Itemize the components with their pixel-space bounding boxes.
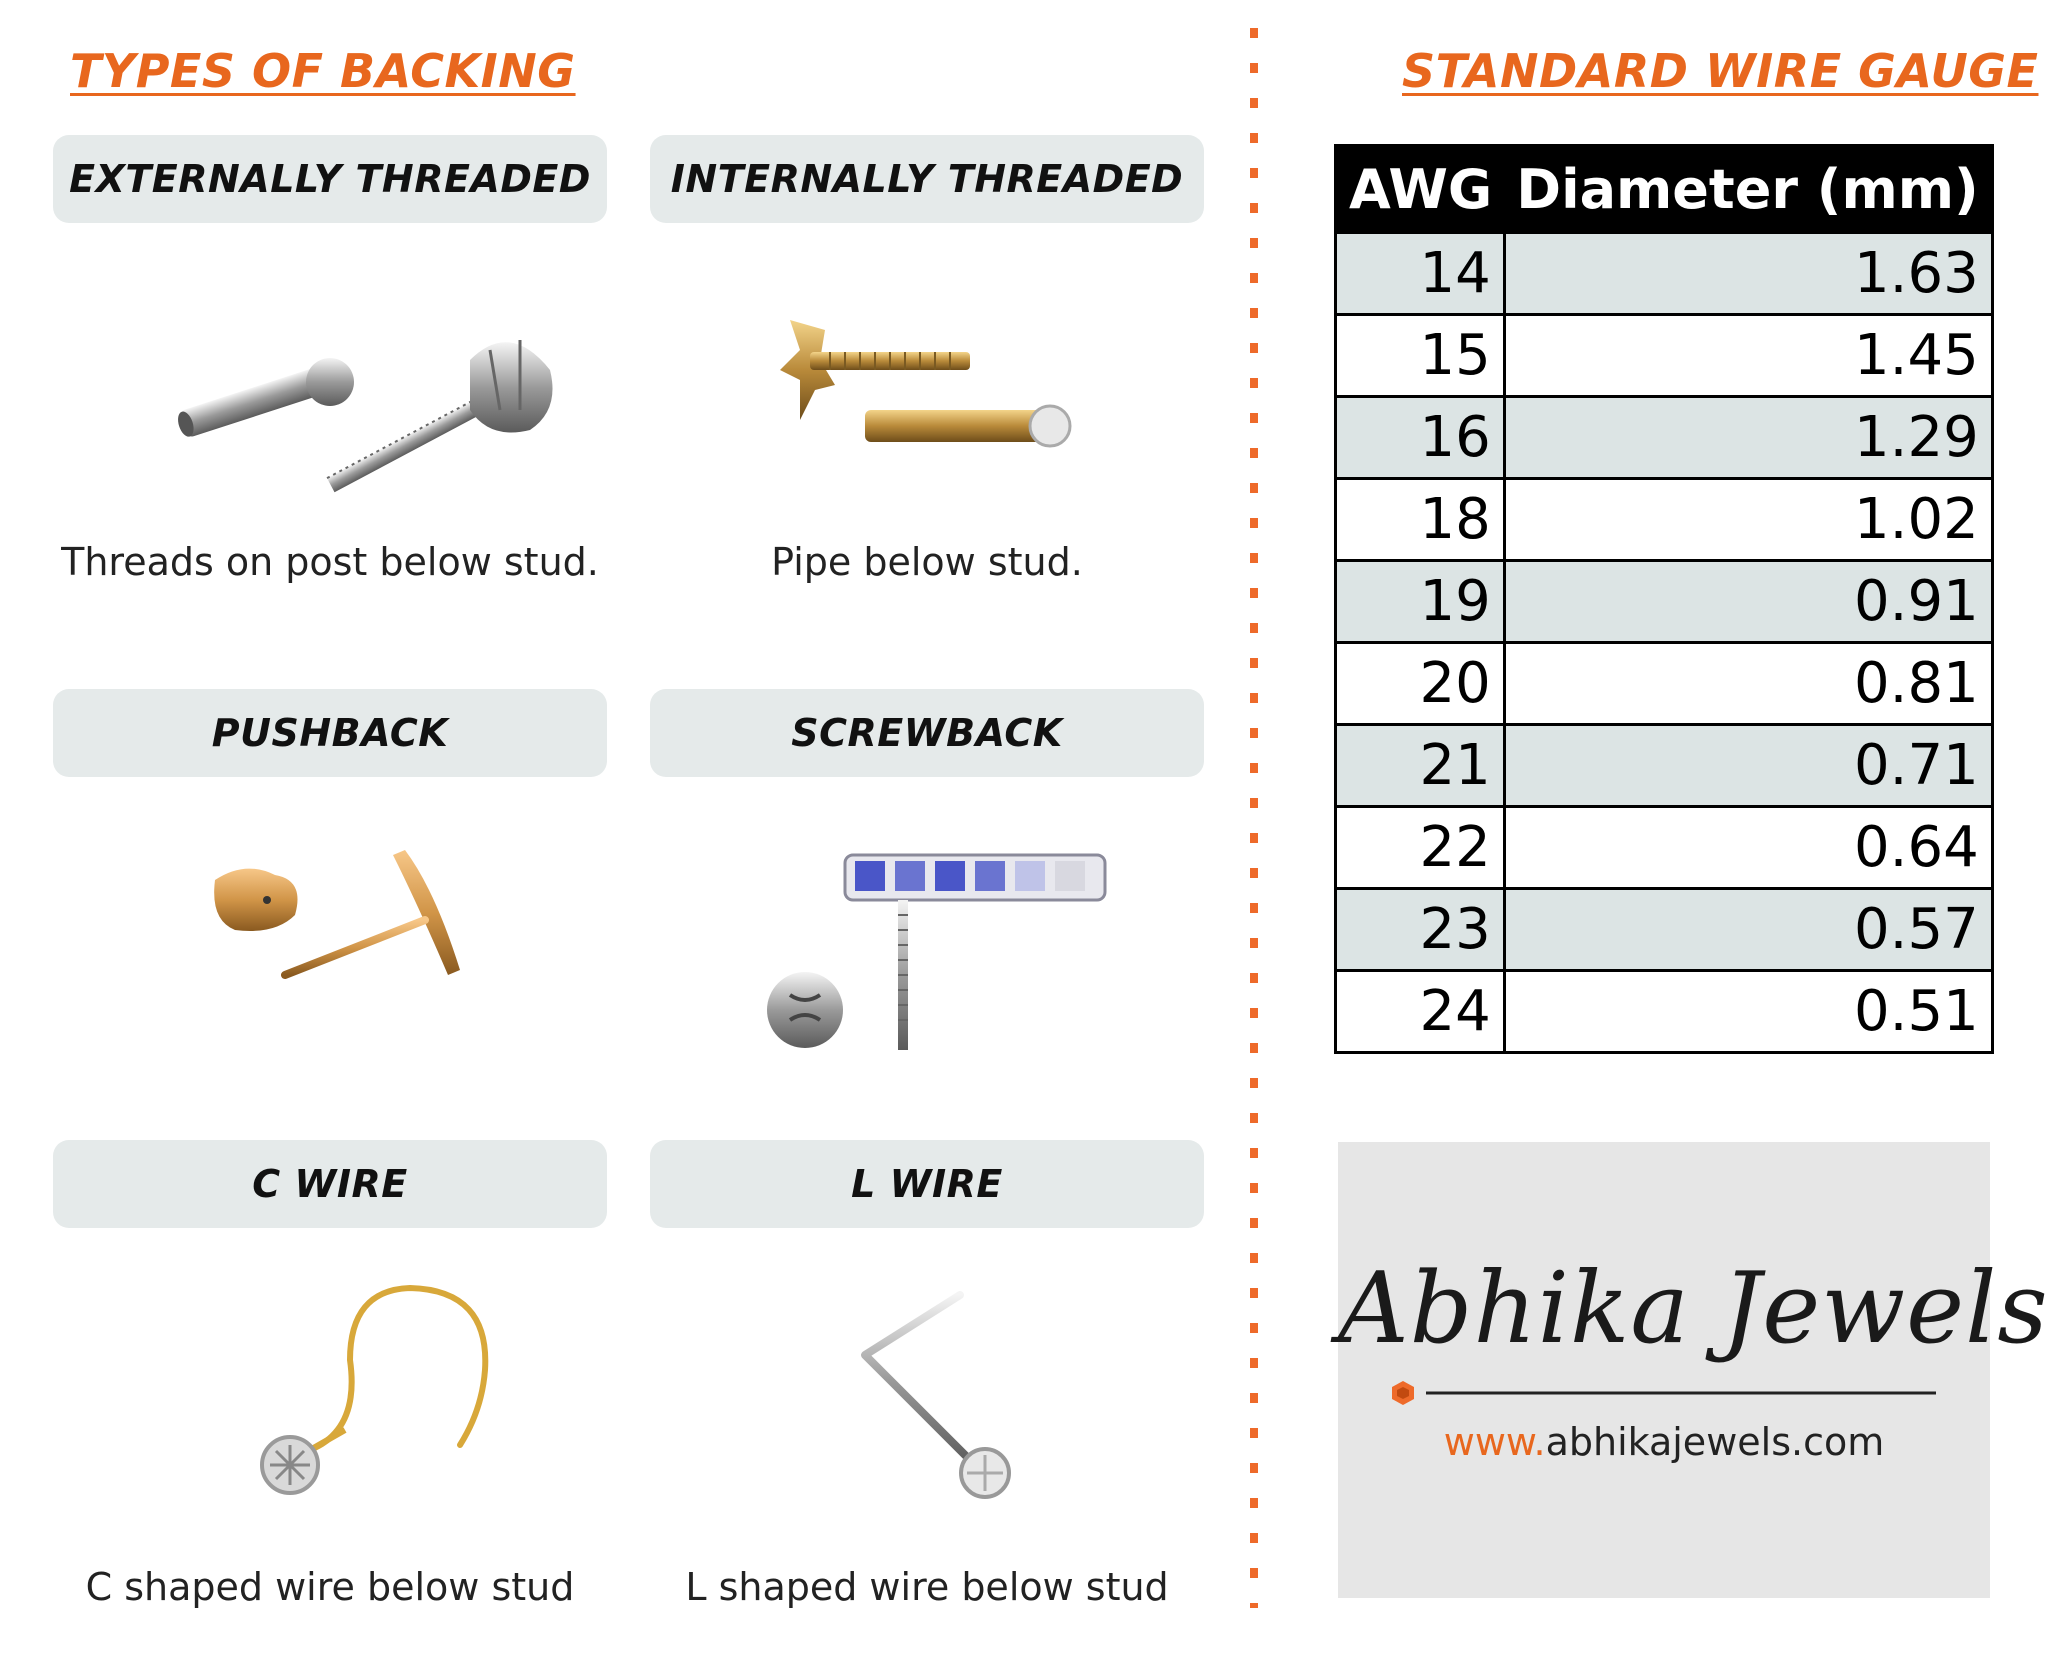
brand-logo: Abhika Jewels <box>1338 1252 2049 1366</box>
table-row <box>1336 889 1993 971</box>
awg-cell: 19 <box>1336 561 1505 643</box>
diameter-cell: 1.45 <box>1504 315 1992 397</box>
awg-cell: 23 <box>1336 889 1505 971</box>
table-row <box>1336 397 1993 479</box>
caption-externally-threaded: Threads on post below stud. <box>61 540 599 584</box>
diameter-cell: 1.02 <box>1504 479 1992 561</box>
table-header-row <box>1336 146 1993 233</box>
label-screwback: SCREWBACK <box>650 689 1204 777</box>
diameter-cell: 0.64 <box>1504 807 1992 889</box>
diameter-header: Diameter (mm) <box>1504 146 1992 233</box>
brand-box <box>1338 1142 2049 1598</box>
table-row <box>1336 233 1993 315</box>
caption-l-wire: L shaped wire below stud <box>685 1565 1169 1609</box>
label-pushback: PUSHBACK <box>53 689 607 777</box>
awg-cell: 15 <box>1336 315 1505 397</box>
label-internally-threaded: INTERNALLY THREADED <box>650 135 1204 223</box>
table-row <box>1336 643 1993 725</box>
internally-threaded-image <box>760 300 1090 470</box>
table-row <box>1336 479 1993 561</box>
standard-wire-gauge-title: STANDARD WIRE GAUGE <box>1402 44 2039 98</box>
awg-cell: 18 <box>1336 479 1505 561</box>
caption-internally-threaded: Pipe below stud. <box>771 540 1083 584</box>
awg-cell: 22 <box>1336 807 1505 889</box>
diameter-cell: 0.57 <box>1504 889 1992 971</box>
awg-header: AWG <box>1336 146 1505 233</box>
table-row <box>1336 971 1993 1053</box>
diameter-cell: 0.81 <box>1504 643 1992 725</box>
pushback-image <box>205 840 475 990</box>
brand-underline <box>1388 1378 1948 1408</box>
l-wire-image <box>845 1285 1025 1515</box>
diameter-cell: 1.29 <box>1504 397 1992 479</box>
screwback-image <box>760 845 1120 1060</box>
url-prefix: www. <box>1443 1420 1546 1464</box>
caption-c-wire: C shaped wire below stud <box>85 1565 575 1609</box>
label-externally-threaded: EXTERNALLY THREADED <box>53 135 607 223</box>
types-of-backing-title: TYPES OF BACKING <box>70 44 576 98</box>
awg-cell: 20 <box>1336 643 1505 725</box>
label-c-wire: C WIRE <box>53 1140 607 1228</box>
diameter-cell: 0.91 <box>1504 561 1992 643</box>
label-l-wire: L WIRE <box>650 1140 1204 1228</box>
diameter-cell: 0.71 <box>1504 725 1992 807</box>
wire-gauge-table <box>1334 144 1994 1054</box>
table-row <box>1336 807 1993 889</box>
diameter-cell: 1.63 <box>1504 233 1992 315</box>
awg-cell: 21 <box>1336 725 1505 807</box>
table-row <box>1336 561 1993 643</box>
externally-threaded-image <box>170 320 590 500</box>
table-row <box>1336 725 1993 807</box>
vertical-divider <box>1250 28 1258 1608</box>
c-wire-image <box>250 1280 510 1520</box>
diameter-cell: 0.51 <box>1504 971 1992 1053</box>
url-domain: abhikajewels.com <box>1545 1420 1885 1464</box>
awg-cell: 16 <box>1336 397 1505 479</box>
table-row <box>1336 315 1993 397</box>
website-link[interactable] <box>1338 1420 1990 1464</box>
awg-cell: 24 <box>1336 971 1505 1053</box>
awg-cell: 14 <box>1336 233 1505 315</box>
